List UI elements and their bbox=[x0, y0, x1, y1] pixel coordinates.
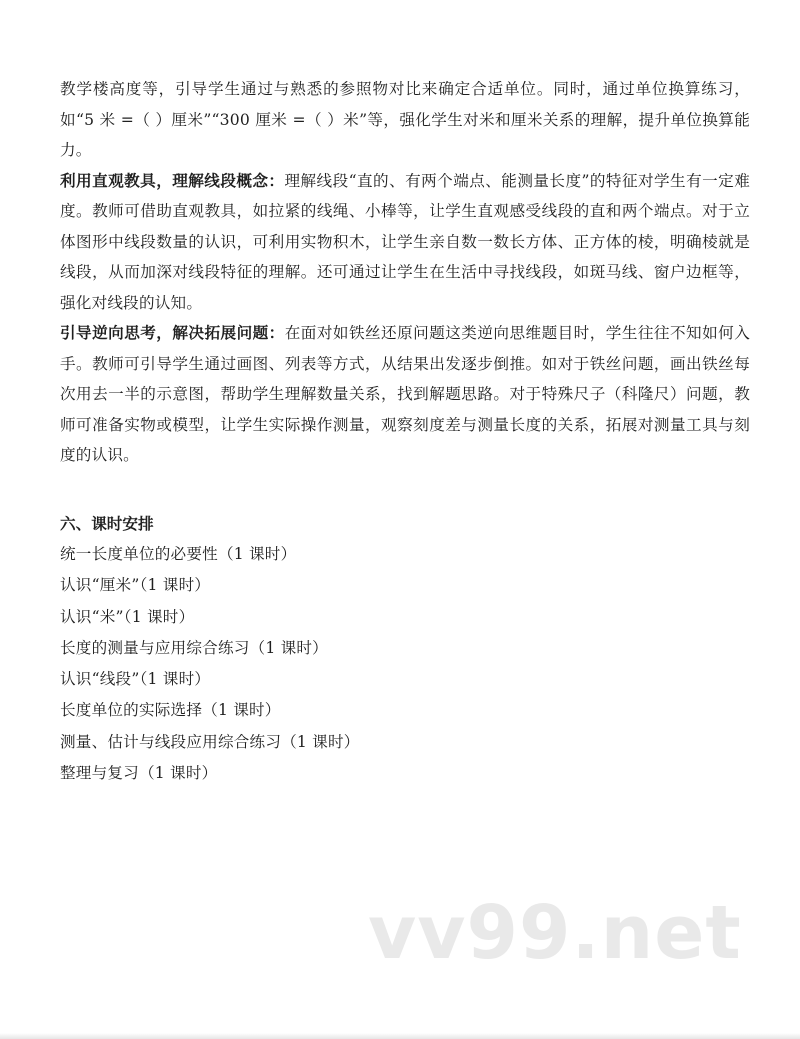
list-item: 统一长度单位的必要性（1 课时） bbox=[60, 545, 297, 563]
list-item: 认识“线段”（1 课时） bbox=[60, 670, 211, 689]
list-item: 整理与复习（1 课时） bbox=[60, 764, 218, 783]
list-item: 长度的测量与应用综合练习（1 课时） bbox=[60, 638, 328, 657]
section-title: 六、课时安排 bbox=[60, 514, 154, 533]
watermark: vv99.net bbox=[368, 890, 742, 976]
paragraph-text: 在面对如铁丝还原问题这类逆向思维题目时，学生往往不知如何入手。教师可引导学生通过画图、列表等方式，从结果出发逐步倒推。如对于铁丝问题，画出铁丝每次用去一半的示意图，帮助学生理解数量关系，找到解题思路。对于特殊尺子（科隆尺）问题，教师可准备实物或模型，让学生实际操作测量，观察刻度差与测量长度的关系，拓展对测量工具与刻度的认识。 bbox=[60, 324, 750, 464]
list-item: 长度单位的实际选择（1 课时） bbox=[60, 701, 281, 720]
paragraph-unit-conversion bbox=[60, 74, 750, 166]
paragraph-reverse-thinking bbox=[60, 318, 750, 471]
paragraph-lead: 利用直观教具，理解线段概念： bbox=[60, 171, 285, 190]
page-bottom-edge bbox=[0, 1033, 800, 1039]
list-item: 认识“厘米”（1 课时） bbox=[60, 576, 211, 595]
lesson-schedule-list bbox=[60, 539, 750, 789]
document-body bbox=[60, 74, 750, 789]
list-item: 测量、估计与线段应用综合练习（1 课时） bbox=[60, 732, 360, 751]
paragraph-text: 理解线段“直的、有两个端点、能测量长度”的特征对学生有一定难度。教师可借助直观教具，如拉紧的线绳、小棒等，让学生直观感受线段的直和两个端点。对于立体图形中线段数量的认识，可利用实物积木，让学生亲自数一数长方体、正方体的棱，明确棱就是线段，从而加深对线段特征的理解。还可通过让学生在生活中寻找线段，如斑马线、窗户边框等，强化对线段的认知。 bbox=[60, 171, 750, 312]
paragraph-lead: 引导逆向思考，解决拓展问题： bbox=[60, 324, 285, 342]
list-item: 认识“米”（1 课时） bbox=[60, 607, 195, 626]
paragraph-line-segment bbox=[60, 166, 750, 319]
paragraph-text: 教学楼高度等，引导学生通过与熟悉的参照物对比来确定合适单位。同时，通过单位换算练习，如“5 米 =（ ）厘米”“300 厘米 =（ ）米”等，强化学生对米和厘米关系的理解，提升单位换算能力。 bbox=[60, 80, 750, 159]
